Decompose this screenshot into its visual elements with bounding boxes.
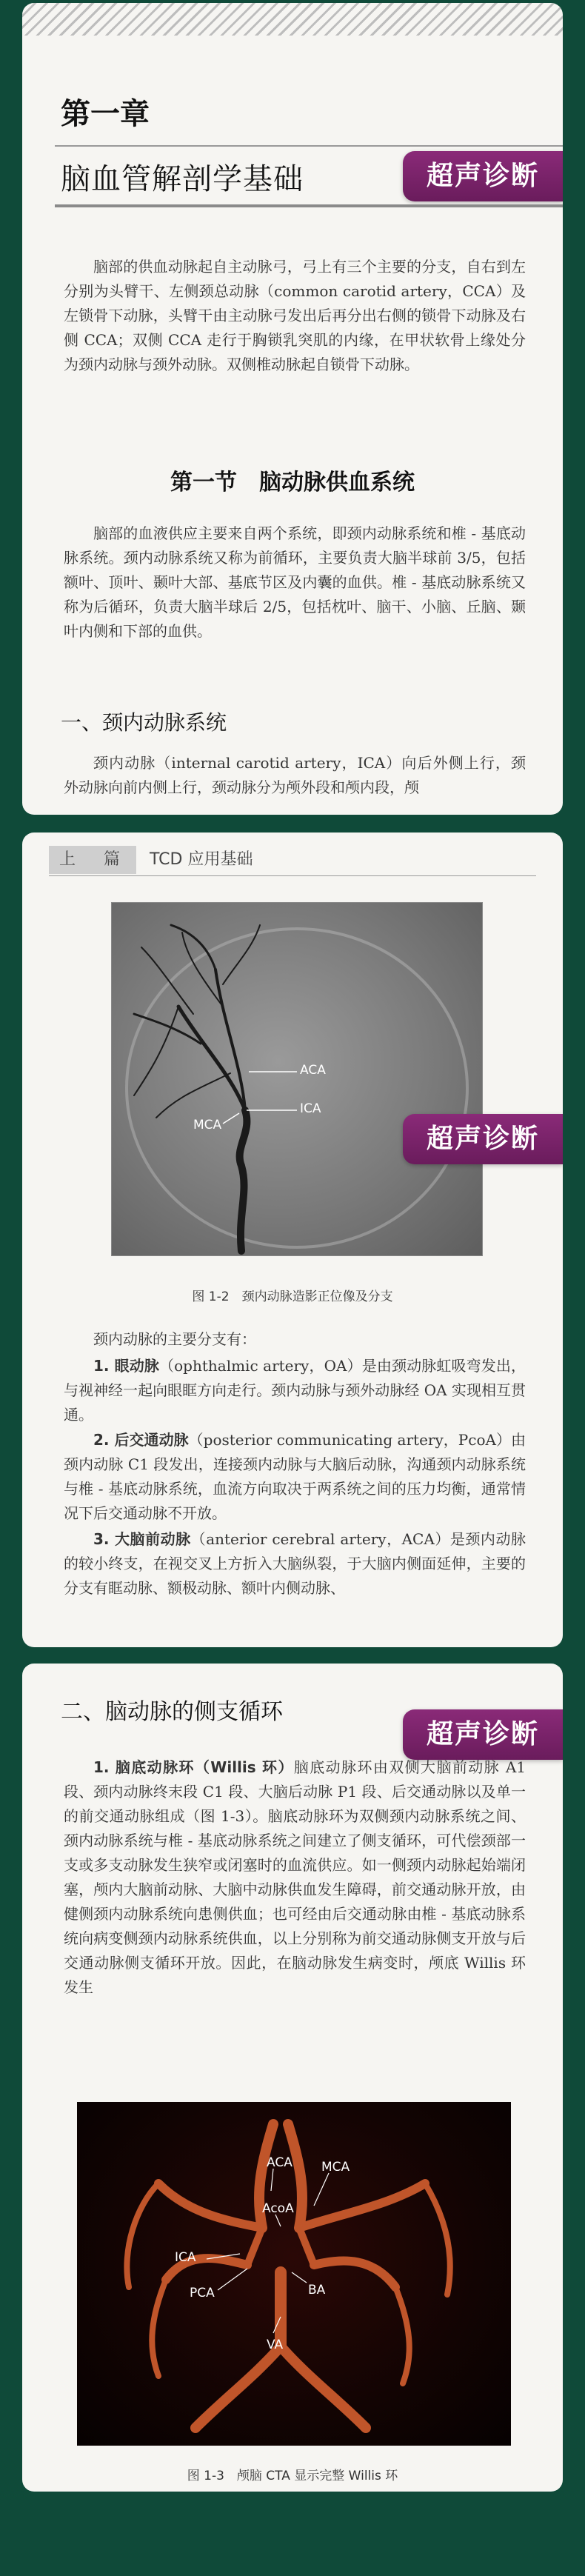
branch-title: 3. 大脑前动脉 (93, 1530, 191, 1548)
figure-label: AcoA (262, 2201, 294, 2216)
decorative-hatch (22, 3, 563, 36)
ultrasound-badge: 超声诊断 (403, 1709, 563, 1760)
branch-text: （anterior cerebral artery，ACA）是颈内动脉的较小终支，在视交叉上方折入大脑纵裂，于大脑内侧面延伸，主要的分支有眶动脉、额极动脉、额叶内侧动脉、 (64, 1530, 526, 1597)
ultrasound-badge: 超声诊断 (403, 151, 563, 201)
chapter-title: 脑血管解剖学基础 (61, 162, 304, 196)
item-text: 脑底动脉环由双侧大脑前动脉 A1 段、颈内动脉终末段 C1 段、大脑后动脉 P1 段、后交通动脉以及单一的前交通动脉组成（图 1-3）。脑底动脉环为双侧颈内动脉系统之间、颈内动脉系统与椎 - 基底动脉系统之间建立了侧支循环，可代偿颈部一支或多支动脉发生狭窄或闭塞时的血流供应。如一侧颈内动脉起始端闭塞，颅内大脑前动脉、大脑中动脉供血发生障碍，前交通动脉开放，由健侧颈内动脉系统向患侧供血；也可经由后交通动脉由椎 - 基底动脉系统向病变侧颈内动脉系统供血，以上分别称为前交通动脉侧支开放与后交通动脉侧支循环开放。因此，在脑动脉发生病变时，颅底 Willis 环发生 (64, 1758, 526, 1996)
branch-item (64, 1428, 526, 1526)
figure-label: MCA (321, 2160, 350, 2175)
book-title: TCD 应用基础 (150, 850, 253, 869)
ultrasound-badge: 超声诊断 (403, 1114, 563, 1164)
figure-label: ICA (175, 2250, 196, 2265)
angiogram-drawing (112, 903, 482, 1255)
figure-label: PCA (190, 2286, 215, 2300)
branch-title: 1. 眼动脉 (93, 1357, 159, 1375)
divider (55, 145, 563, 147)
branch-text: （posterior communicating artery，PcoA）由颈内动脉 C1 段发出，连接颈内动脉与大脑后动脉，沟通颈内动脉系统与椎 - 基底动脉系统，血流方向取决于两系统之间的压力均衡，通常情况下后交通动脉不开放。 (64, 1431, 526, 1522)
branch-item (64, 1527, 526, 1601)
subsection-paragraph: 颈内动脉（internal carotid artery，ICA）向后外侧上行，颈外动脉向前内侧上行，颈动脉分为颅外段和颅内段，颅 (64, 754, 526, 796)
figure-caption: 图 1-2 颈内动脉造影正位像及分支 (192, 1289, 393, 1304)
subsection-title: 二、脑动脉的侧支循环 (61, 1699, 283, 1725)
intro-paragraph: 脑部的供血动脉起自主动脉弓，弓上有三个主要的分支，自右到左分别为头臂干、左侧颈总动脉（common carotid artery，CCA）及左锁骨下动脉，头臂干由主动脉弓发出后再分出右侧的锁骨下动脉及右侧 CCA；双侧 CCA 走行于胸锁乳突肌的内缘，在甲状软骨上缘处分为颈内动脉与颈外动脉。双侧椎动脉起自锁骨下动脉。 (64, 258, 526, 373)
page-panel-2 (22, 832, 563, 1647)
section-title: 第一节 脑动脉供血系统 (170, 470, 415, 495)
angiogram-figure (111, 902, 483, 1256)
part-label: 上 篇 (49, 846, 136, 874)
figure-label: ACA (267, 2155, 292, 2170)
running-header (49, 846, 536, 876)
figure-caption: 图 1-3 颅脑 CTA 显示完整 Willis 环 (187, 2469, 398, 2483)
chapter-number: 第一章 (61, 97, 150, 131)
divider (55, 204, 563, 207)
page-panel-1 (22, 3, 563, 815)
page-panel-3 (22, 1664, 563, 2492)
branch-title: 2. 后交通动脉 (93, 1431, 189, 1449)
figure-label: ICA (300, 1101, 321, 1116)
figure-label: ACA (300, 1063, 326, 1078)
willis-paragraph (64, 1755, 526, 2000)
cta-drawing (77, 2102, 511, 2446)
cta-figure (77, 2102, 511, 2446)
item-title: 1. 脑底动脉环（Willis 环） (93, 1758, 294, 1776)
branch-item (64, 1354, 526, 1427)
figure-label: BA (308, 2283, 326, 2298)
branch-text: （ophthalmic artery，OA）是由颈动脉虹吸弯发出，与视神经一起向眼眶方向走行。颈内动脉与颈外动脉经 OA 实现相互贯通。 (64, 1357, 526, 1424)
branches-intro: 颈内动脉的主要分支有： (93, 1330, 256, 1348)
figure-label: MCA (193, 1118, 222, 1132)
subsection-title: 一、颈内动脉系统 (61, 710, 227, 735)
section-paragraph: 脑部的血液供应主要来自两个系统，即颈内动脉系统和椎 - 基底动脉系统。颈内动脉系统又称为前循环，主要负责大脑半球前 3/5，包括额叶、顶叶、颞叶大部、基底节区及内囊的血供。椎 - 基底动脉系统又称为后循环，负责大脑半球后 2/5，包括枕叶、脑干、小脑、丘脑、颞叶内侧和下部的血供。 (64, 524, 526, 640)
figure-label: VA (267, 2338, 284, 2352)
